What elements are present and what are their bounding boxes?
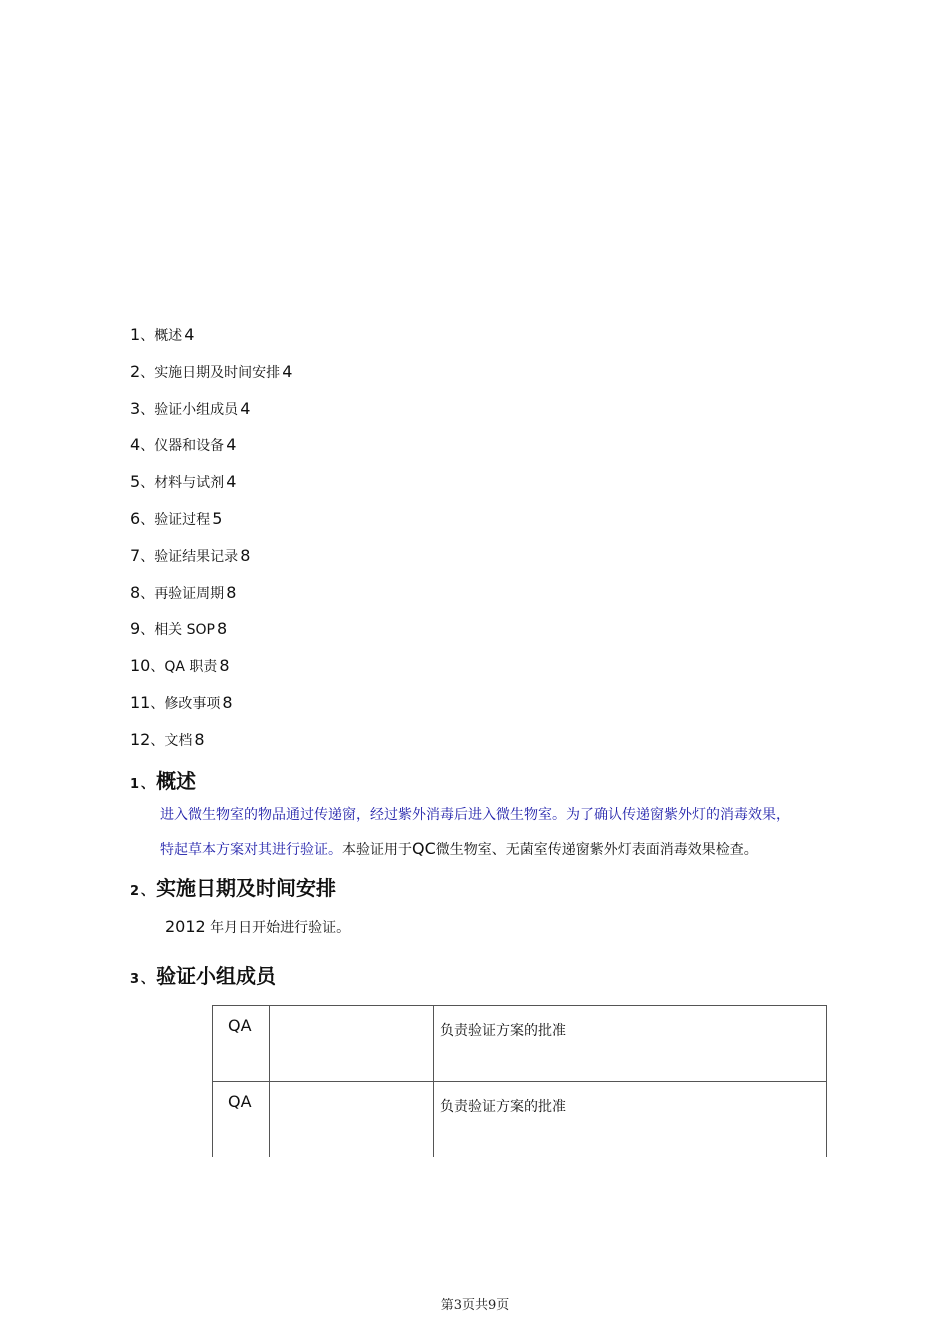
toc-number: 12	[130, 729, 151, 749]
toc-item[interactable]: 2、实施日期及时间安排 4	[130, 361, 293, 381]
toc-number: 5	[130, 472, 141, 492]
table-row	[213, 1006, 827, 1082]
toc-title: 验证结果记录	[154, 548, 239, 565]
toc-page: 8	[194, 729, 205, 749]
section-heading-2: 2 、 实施日期及时间安排	[130, 876, 337, 900]
toc-title: 验证小组成员	[154, 401, 239, 418]
overview-text-blue: 进入微生物室的物品通过传递窗，经过紫外消毒后进入微生物室。为了确认传递窗紫外灯的消毒效果，	[160, 807, 790, 823]
toc-title: 概述	[154, 328, 183, 344]
toc-page: 4	[282, 361, 293, 381]
toc-item[interactable]: 5、材料与试剂 4	[130, 472, 237, 492]
role-cell: QA	[213, 1082, 270, 1158]
toc-item[interactable]: 7、验证结果记录 8	[130, 545, 251, 565]
role-cell: QA	[213, 1006, 270, 1082]
section-number: 1	[130, 777, 140, 792]
toc-number: 10	[130, 656, 151, 676]
section-heading-1: 1 、 概述	[130, 769, 197, 793]
toc-number: 4	[130, 435, 141, 455]
name-cell	[270, 1006, 434, 1082]
section-heading-3: 3 、 验证小组成员	[130, 964, 277, 988]
toc-number: 6	[130, 508, 141, 528]
section-number: 2	[130, 884, 140, 899]
page-footer	[0, 1294, 950, 1313]
toc-item[interactable]: 4、仪器和设备 4	[130, 435, 237, 455]
toc-page: 8	[240, 545, 251, 565]
schedule-text	[165, 917, 350, 937]
footer-suffix: 页	[496, 1298, 510, 1313]
toc-number: 9	[130, 619, 141, 639]
toc-item[interactable]: 6、验证过程 5	[130, 508, 223, 528]
table-row	[213, 1082, 827, 1158]
toc-title: 文档	[164, 732, 193, 749]
overview-text-blue: 特起草本方案对其进行验证。	[160, 842, 342, 858]
overview-line-1	[160, 804, 790, 824]
toc-number: 1	[130, 325, 141, 344]
toc-number: 8	[130, 582, 141, 602]
section-title: 实施日期及时间安排	[156, 876, 337, 900]
footer-prefix: 第	[440, 1298, 454, 1313]
toc-title: 材料与试剂	[154, 475, 225, 492]
toc-page: 4	[240, 398, 251, 418]
toc-title: 相关 SOP	[154, 622, 215, 639]
toc-page: 5	[212, 508, 223, 528]
schedule-year: 2012	[165, 917, 206, 936]
toc-page: 8	[219, 656, 230, 676]
toc-item[interactable]: 12、文档 8	[130, 729, 205, 749]
duty-cell: 负责验证方案的批准	[434, 1082, 827, 1158]
toc-number: 3	[130, 398, 141, 418]
footer-mid: 页共	[461, 1298, 488, 1313]
toc-number: 2	[130, 361, 141, 381]
footer-current-page: 3	[453, 1298, 462, 1313]
overview-line-2	[160, 839, 758, 859]
table-of-contents	[130, 322, 292, 764]
toc-title: 修改事项	[164, 695, 221, 712]
toc-item[interactable]: 10、QA 职责 8	[130, 656, 230, 676]
duty-cell: 负责验证方案的批准	[434, 1006, 827, 1082]
toc-page: 4	[184, 325, 195, 344]
toc-title: 验证过程	[154, 511, 211, 528]
team-members-table	[212, 1005, 827, 1157]
toc-item[interactable]: 8、再验证周期 8	[130, 582, 237, 602]
toc-item[interactable]: 3、验证小组成员 4	[130, 398, 251, 418]
toc-item[interactable]: 1、概述 4	[130, 325, 195, 344]
toc-item[interactable]: 11、修改事项 8	[130, 692, 233, 712]
toc-page: 4	[226, 435, 237, 455]
name-cell	[270, 1082, 434, 1158]
toc-item[interactable]: 9、相关 SOP 8	[130, 619, 228, 639]
overview-qc: QC	[412, 839, 436, 858]
section-number: 3	[130, 972, 140, 987]
overview-text: 微生物室、无菌室传递窗紫外灯表面消毒效果检查。	[435, 842, 758, 858]
toc-number: 11	[130, 692, 151, 712]
schedule-desc: 年月日开始进行验证。	[210, 920, 351, 936]
toc-page: 8	[217, 619, 228, 639]
section-title: 概述	[156, 769, 197, 793]
section-title: 验证小组成员	[156, 964, 277, 988]
overview-text: 本验证用于	[342, 842, 412, 858]
toc-page: 8	[222, 692, 233, 712]
toc-title: 实施日期及时间安排	[154, 364, 281, 381]
toc-title: QA 职责	[164, 659, 218, 676]
toc-title: 再验证周期	[154, 585, 225, 602]
toc-page: 4	[226, 472, 237, 492]
toc-number: 7	[130, 545, 141, 565]
toc-page: 8	[226, 582, 237, 602]
footer-total-pages: 9	[488, 1298, 497, 1313]
toc-title: 仪器和设备	[154, 438, 225, 455]
